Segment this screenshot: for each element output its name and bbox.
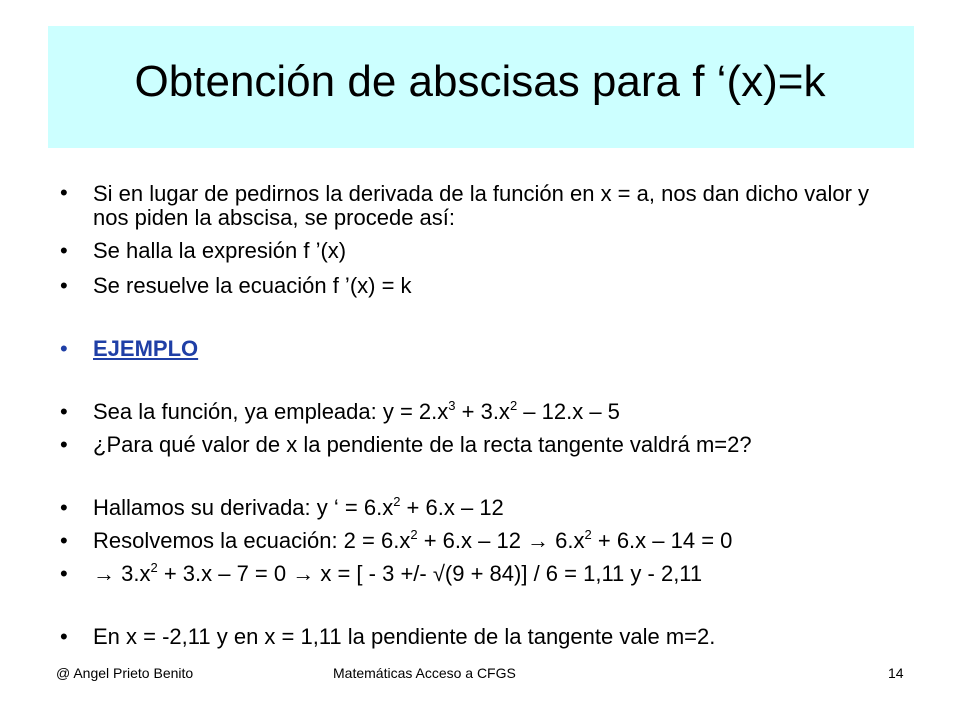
text-segment: + 6.x – 12 [400,495,504,520]
bullet-text: Se halla la expresión f ’(x) [93,238,347,263]
exponent: 2 [150,560,158,575]
text-segment: – 12.x – 5 [517,399,620,424]
footer-page-number: 14 [888,665,904,681]
slide-title: Obtención de abscisas para f ‘(x)=k [134,57,826,106]
text-segment: x = [ - 3 +/- √(9 + 84)] / 6 = 1,11 y - 2,11 [314,561,703,586]
footer-course: Matemáticas Acceso a CFGS [333,665,516,681]
bullet-icon: • [60,336,68,361]
bullet-icon: • [60,561,68,586]
arrow-icon: → [292,561,315,586]
text-segment: 3.x [115,561,151,586]
bullet-icon: • [60,399,68,424]
text-segment: Hallamos su derivada: y ‘ = 6.x [93,495,394,520]
text-segment: + 6.x – 14 = 0 [591,528,733,553]
bullet-icon: • [60,432,68,457]
exponent: 3 [448,398,456,413]
footer-author: @ Angel Prieto Benito [56,665,194,681]
bullet-icon: • [60,238,68,263]
arrow-icon: → [527,528,550,553]
function-definition [93,398,620,424]
bullet-icon: • [60,528,68,553]
ejemplo-link[interactable]: EJEMPLO [93,336,199,361]
arrow-icon: → [93,561,115,586]
solution-line [93,560,703,586]
text-segment: 6.x [549,528,585,553]
conclusion-text: En x = -2,11 y en x = 1,11 la pendiente de la tangente vale m=2. [93,624,716,649]
bullet-text: ¿Para qué valor de x la pendiente de la recta tangente valdrá m=2? [93,432,752,457]
exponent: 2 [410,527,418,542]
text-segment: Sea la función, ya empleada: y = 2.x [93,399,449,424]
bullet-icon: • [60,495,68,520]
exponent: 2 [509,398,518,413]
equation-line [93,527,733,553]
text-segment: + 3.x [455,399,510,424]
exponent: 2 [584,527,592,542]
text-segment: + 3.x – 7 = 0 [157,561,293,586]
bullet-text: Se resuelve la ecuación f ’(x) = k [93,273,412,298]
text-segment: + 6.x – 12 [417,528,528,553]
bullet-icon: • [60,180,68,205]
bullet-icon: • [60,273,68,298]
derivative-line [93,494,504,520]
text-segment: Resolvemos la ecuación: 2 = 6.x [93,528,411,553]
bullet-icon: • [60,624,68,649]
bullet-text: Si en lugar de pedirnos la derivada de la función en x = a, nos dan dicho valor y nos piden la abscisa, se procede así: [93,181,870,230]
exponent: 2 [393,494,401,509]
